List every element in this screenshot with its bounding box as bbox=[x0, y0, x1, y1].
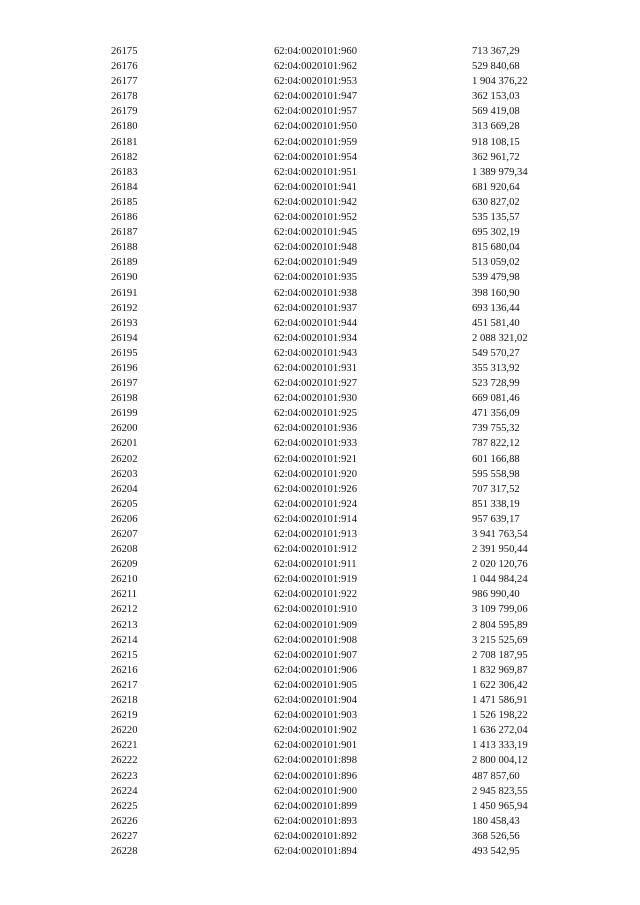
row-number: 26225 bbox=[111, 800, 138, 812]
row-number: 26194 bbox=[111, 332, 138, 344]
cadastral-number: 62:04:0020101:924 bbox=[274, 498, 357, 510]
value-amount: 918 108,15 bbox=[472, 136, 520, 148]
row-number: 26177 bbox=[111, 76, 138, 88]
cadastral-number: 62:04:0020101:904 bbox=[274, 695, 357, 707]
cadastral-number: 62:04:0020101:930 bbox=[274, 393, 357, 405]
cadastral-number: 62:04:0020101:942 bbox=[274, 196, 357, 208]
value-amount: 1 389 979,34 bbox=[472, 166, 528, 178]
value-amount: 1 450 965,94 bbox=[472, 800, 528, 812]
cadastral-number: 62:04:0020101:898 bbox=[274, 755, 357, 767]
table-row bbox=[0, 210, 640, 225]
cadastral-number: 62:04:0020101:931 bbox=[274, 362, 357, 374]
table-row bbox=[0, 376, 640, 391]
row-number: 26219 bbox=[111, 710, 138, 722]
value-amount: 493 542,95 bbox=[472, 845, 520, 857]
cadastral-number: 62:04:0020101:954 bbox=[274, 151, 357, 163]
value-amount: 1 471 586,91 bbox=[472, 695, 528, 707]
value-amount: 549 570,27 bbox=[472, 347, 520, 359]
row-number: 26215 bbox=[111, 649, 138, 661]
table-row bbox=[0, 572, 640, 587]
cadastral-number: 62:04:0020101:951 bbox=[274, 166, 357, 178]
value-amount: 3 215 525,69 bbox=[472, 634, 528, 646]
value-amount: 529 840,68 bbox=[472, 61, 520, 73]
table-row bbox=[0, 59, 640, 74]
cadastral-number: 62:04:0020101:911 bbox=[274, 559, 357, 571]
row-number: 26191 bbox=[111, 287, 138, 299]
row-number: 26180 bbox=[111, 121, 138, 133]
table-row bbox=[0, 633, 640, 648]
row-number: 26227 bbox=[111, 830, 138, 842]
row-number: 26192 bbox=[111, 302, 138, 314]
table-row bbox=[0, 301, 640, 316]
row-number: 26228 bbox=[111, 845, 138, 857]
row-number: 26220 bbox=[111, 725, 138, 737]
table-row bbox=[0, 436, 640, 451]
value-amount: 3 109 799,06 bbox=[472, 604, 528, 616]
table-row bbox=[0, 738, 640, 753]
row-number: 26195 bbox=[111, 347, 138, 359]
cadastral-number: 62:04:0020101:899 bbox=[274, 800, 357, 812]
row-number: 26204 bbox=[111, 483, 138, 495]
table-row bbox=[0, 346, 640, 361]
table-row bbox=[0, 74, 640, 89]
table-row bbox=[0, 587, 640, 602]
table-row bbox=[0, 512, 640, 527]
cadastral-number: 62:04:0020101:922 bbox=[274, 589, 357, 601]
table-row bbox=[0, 119, 640, 134]
row-number: 26210 bbox=[111, 574, 138, 586]
row-number: 26176 bbox=[111, 61, 138, 73]
row-number: 26202 bbox=[111, 453, 138, 465]
value-amount: 787 822,12 bbox=[472, 438, 520, 450]
value-amount: 471 356,09 bbox=[472, 408, 520, 420]
value-amount: 601 166,88 bbox=[472, 453, 520, 465]
row-number: 26200 bbox=[111, 423, 138, 435]
row-number: 26212 bbox=[111, 604, 138, 616]
table-row bbox=[0, 421, 640, 436]
value-amount: 630 827,02 bbox=[472, 196, 520, 208]
value-amount: 1 622 306,42 bbox=[472, 679, 528, 691]
row-number: 26203 bbox=[111, 468, 138, 480]
cadastral-number: 62:04:0020101:936 bbox=[274, 423, 357, 435]
value-amount: 513 059,02 bbox=[472, 257, 520, 269]
table-row bbox=[0, 104, 640, 119]
row-number: 26198 bbox=[111, 393, 138, 405]
cadastral-number: 62:04:0020101:948 bbox=[274, 242, 357, 254]
row-number: 26218 bbox=[111, 695, 138, 707]
cadastral-number: 62:04:0020101:952 bbox=[274, 212, 357, 224]
cadastral-number: 62:04:0020101:927 bbox=[274, 378, 357, 390]
value-amount: 815 680,04 bbox=[472, 242, 520, 254]
cadastral-number: 62:04:0020101:934 bbox=[274, 332, 357, 344]
row-number: 26214 bbox=[111, 634, 138, 646]
table-row bbox=[0, 195, 640, 210]
value-amount: 398 160,90 bbox=[472, 287, 520, 299]
row-number: 26190 bbox=[111, 272, 138, 284]
table-row bbox=[0, 527, 640, 542]
table-row bbox=[0, 542, 640, 557]
table-row bbox=[0, 829, 640, 844]
value-amount: 2 708 187,95 bbox=[472, 649, 528, 661]
cadastral-number: 62:04:0020101:900 bbox=[274, 785, 357, 797]
cadastral-number: 62:04:0020101:896 bbox=[274, 770, 357, 782]
row-number: 26211 bbox=[111, 589, 138, 601]
value-amount: 2 800 004,12 bbox=[472, 755, 528, 767]
row-number: 26224 bbox=[111, 785, 138, 797]
cadastral-number: 62:04:0020101:962 bbox=[274, 61, 357, 73]
value-amount: 1 413 333,19 bbox=[472, 740, 528, 752]
value-amount: 355 313,92 bbox=[472, 362, 520, 374]
table-row bbox=[0, 286, 640, 301]
row-number: 26193 bbox=[111, 317, 138, 329]
value-amount: 1 636 272,04 bbox=[472, 725, 528, 737]
row-number: 26208 bbox=[111, 544, 138, 556]
row-number: 26184 bbox=[111, 181, 138, 193]
value-amount: 707 317,52 bbox=[472, 483, 520, 495]
row-number: 26189 bbox=[111, 257, 138, 269]
table-row bbox=[0, 557, 640, 572]
table-row bbox=[0, 44, 640, 59]
cadastral-number: 62:04:0020101:909 bbox=[274, 619, 357, 631]
value-amount: 362 153,03 bbox=[472, 91, 520, 103]
table-row bbox=[0, 467, 640, 482]
table-row bbox=[0, 663, 640, 678]
value-amount: 2 804 595,89 bbox=[472, 619, 528, 631]
cadastral-number: 62:04:0020101:925 bbox=[274, 408, 357, 420]
table-row bbox=[0, 165, 640, 180]
table-row bbox=[0, 406, 640, 421]
value-amount: 693 136,44 bbox=[472, 302, 520, 314]
value-amount: 695 302,19 bbox=[472, 227, 520, 239]
value-amount: 451 581,40 bbox=[472, 317, 520, 329]
table-row bbox=[0, 452, 640, 467]
cadastral-number: 62:04:0020101:907 bbox=[274, 649, 357, 661]
row-number: 26196 bbox=[111, 362, 138, 374]
row-number: 26222 bbox=[111, 755, 138, 767]
cadastral-number: 62:04:0020101:894 bbox=[274, 845, 357, 857]
cadastral-number: 62:04:0020101:903 bbox=[274, 710, 357, 722]
cadastral-number: 62:04:0020101:892 bbox=[274, 830, 357, 842]
row-number: 26221 bbox=[111, 740, 138, 752]
data-table bbox=[0, 44, 640, 859]
cadastral-number: 62:04:0020101:941 bbox=[274, 181, 357, 193]
value-amount: 1 832 969,87 bbox=[472, 664, 528, 676]
cadastral-number: 62:04:0020101:906 bbox=[274, 664, 357, 676]
value-amount: 362 961,72 bbox=[472, 151, 520, 163]
value-amount: 713 367,29 bbox=[472, 46, 520, 57]
row-number: 26182 bbox=[111, 151, 138, 163]
value-amount: 535 135,57 bbox=[472, 212, 520, 224]
cadastral-number: 62:04:0020101:938 bbox=[274, 287, 357, 299]
cadastral-number: 62:04:0020101:935 bbox=[274, 272, 357, 284]
table-row bbox=[0, 361, 640, 376]
row-number: 26197 bbox=[111, 378, 138, 390]
value-amount: 523 728,99 bbox=[472, 378, 520, 390]
value-amount: 313 669,28 bbox=[472, 121, 520, 133]
cadastral-number: 62:04:0020101:910 bbox=[274, 604, 357, 616]
table-row bbox=[0, 693, 640, 708]
row-number: 26217 bbox=[111, 679, 138, 691]
table-row bbox=[0, 602, 640, 617]
row-number: 26201 bbox=[111, 438, 138, 450]
cadastral-number: 62:04:0020101:947 bbox=[274, 91, 357, 103]
table-row bbox=[0, 225, 640, 240]
cadastral-number: 62:04:0020101:926 bbox=[274, 483, 357, 495]
value-amount: 368 526,56 bbox=[472, 830, 520, 842]
cadastral-number: 62:04:0020101:901 bbox=[274, 740, 357, 752]
table-row bbox=[0, 255, 640, 270]
cadastral-number: 62:04:0020101:959 bbox=[274, 136, 357, 148]
cadastral-number: 62:04:0020101:944 bbox=[274, 317, 357, 329]
value-amount: 681 920,64 bbox=[472, 181, 520, 193]
value-amount: 2 945 823,55 bbox=[472, 785, 528, 797]
table-row bbox=[0, 799, 640, 814]
row-number: 26216 bbox=[111, 664, 138, 676]
cadastral-number: 62:04:0020101:905 bbox=[274, 679, 357, 691]
cadastral-number: 62:04:0020101:921 bbox=[274, 453, 357, 465]
cadastral-number: 62:04:0020101:893 bbox=[274, 815, 357, 827]
row-number: 26206 bbox=[111, 513, 138, 525]
row-number: 26199 bbox=[111, 408, 138, 420]
row-number: 26178 bbox=[111, 91, 138, 103]
value-amount: 2 391 950,44 bbox=[472, 544, 528, 556]
table-row bbox=[0, 316, 640, 331]
row-number: 26213 bbox=[111, 619, 138, 631]
cadastral-number: 62:04:0020101:949 bbox=[274, 257, 357, 269]
cadastral-number: 62:04:0020101:914 bbox=[274, 513, 357, 525]
table-row bbox=[0, 648, 640, 663]
value-amount: 957 639,17 bbox=[472, 513, 520, 525]
table-row bbox=[0, 270, 640, 285]
cadastral-number: 62:04:0020101:902 bbox=[274, 725, 357, 737]
table-row bbox=[0, 482, 640, 497]
cadastral-number: 62:04:0020101:957 bbox=[274, 106, 357, 118]
row-number: 26188 bbox=[111, 242, 138, 254]
cadastral-number: 62:04:0020101:960 bbox=[274, 46, 357, 57]
table-row bbox=[0, 678, 640, 693]
table-row bbox=[0, 180, 640, 195]
value-amount: 3 941 763,54 bbox=[472, 529, 528, 540]
cadastral-number: 62:04:0020101:913 bbox=[274, 529, 357, 540]
cadastral-number: 62:04:0020101:912 bbox=[274, 544, 357, 556]
table-row bbox=[0, 723, 640, 738]
row-number: 26205 bbox=[111, 498, 138, 510]
table-row bbox=[0, 497, 640, 512]
value-amount: 1 044 984,24 bbox=[472, 574, 528, 586]
table-row bbox=[0, 391, 640, 406]
value-amount: 487 857,60 bbox=[472, 770, 520, 782]
value-amount: 669 081,46 bbox=[472, 393, 520, 405]
value-amount: 986 990,40 bbox=[472, 589, 520, 601]
value-amount: 595 558,98 bbox=[472, 468, 520, 480]
cadastral-number: 62:04:0020101:919 bbox=[274, 574, 357, 586]
cadastral-number: 62:04:0020101:937 bbox=[274, 302, 357, 314]
row-number: 26185 bbox=[111, 196, 138, 208]
value-amount: 851 338,19 bbox=[472, 498, 520, 510]
value-amount: 2 020 120,76 bbox=[472, 559, 528, 571]
row-number: 26186 bbox=[111, 212, 138, 224]
table-row bbox=[0, 844, 640, 859]
table-row bbox=[0, 89, 640, 104]
row-number: 26226 bbox=[111, 815, 138, 827]
table-row bbox=[0, 784, 640, 799]
row-number: 26209 bbox=[111, 559, 138, 571]
table-row bbox=[0, 814, 640, 829]
row-number: 26183 bbox=[111, 166, 138, 178]
row-number: 26179 bbox=[111, 106, 138, 118]
table-row bbox=[0, 618, 640, 633]
cadastral-number: 62:04:0020101:943 bbox=[274, 347, 357, 359]
cadastral-number: 62:04:0020101:945 bbox=[274, 227, 357, 239]
table-row bbox=[0, 769, 640, 784]
row-number: 26181 bbox=[111, 136, 138, 148]
table-row bbox=[0, 135, 640, 150]
value-amount: 739 755,32 bbox=[472, 423, 520, 435]
row-number: 26207 bbox=[111, 529, 138, 540]
cadastral-number: 62:04:0020101:953 bbox=[274, 76, 357, 88]
value-amount: 1 904 376,22 bbox=[472, 76, 528, 88]
cadastral-number: 62:04:0020101:933 bbox=[274, 438, 357, 450]
row-number: 26175 bbox=[111, 46, 138, 57]
table-row bbox=[0, 150, 640, 165]
table-row bbox=[0, 708, 640, 723]
table-row bbox=[0, 331, 640, 346]
value-amount: 1 526 198,22 bbox=[472, 710, 528, 722]
value-amount: 539 479,98 bbox=[472, 272, 520, 284]
value-amount: 569 419,08 bbox=[472, 106, 520, 118]
cadastral-number: 62:04:0020101:920 bbox=[274, 468, 357, 480]
row-number: 26187 bbox=[111, 227, 138, 239]
row-number: 26223 bbox=[111, 770, 138, 782]
value-amount: 180 458,43 bbox=[472, 815, 520, 827]
cadastral-number: 62:04:0020101:950 bbox=[274, 121, 357, 133]
cadastral-number: 62:04:0020101:908 bbox=[274, 634, 357, 646]
value-amount: 2 088 321,02 bbox=[472, 332, 528, 344]
table-row bbox=[0, 240, 640, 255]
table-row bbox=[0, 753, 640, 768]
